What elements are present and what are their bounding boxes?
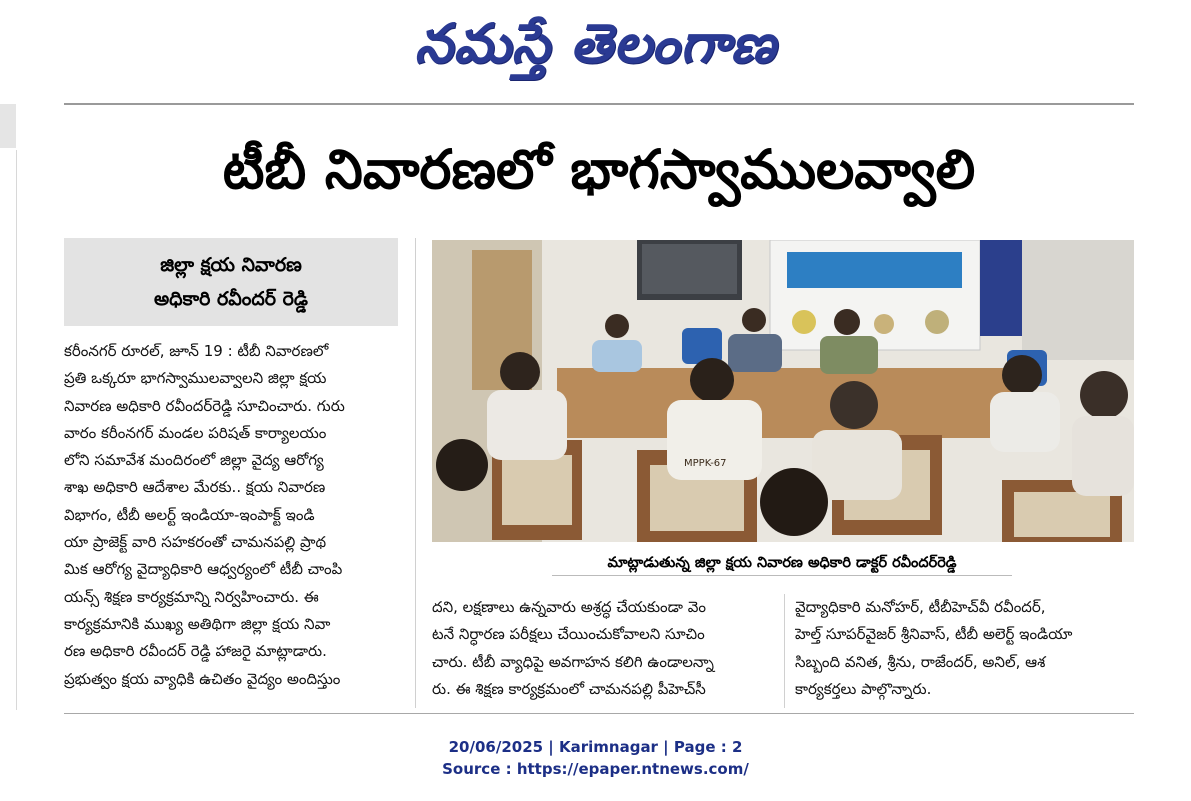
- column-1-line: లోని సమావేశ మందిరంలో జిల్లా వైద్య ఆరోగ్య: [64, 451, 324, 470]
- photo-caption: మాట్లాడుతున్న జిల్లా క్షయ నివారణ అధికారి డాక్టర్ రవీందర్‌రెడ్డి: [552, 550, 1012, 576]
- column-1-line: వారం కరీంనగర్ మండల పరిషత్ కార్యాలయం: [64, 423, 327, 442]
- column-3-line: వైద్యాధికారి మనోహర్, టీబీహెచ్‌వీ రవీందర్,: [795, 598, 1046, 616]
- column-2-line: చారు. టీబీ వ్యాధిపై అవగాహన కలిగి ఉండాలన్నా: [432, 652, 714, 671]
- article-bottom-rule: [64, 713, 1134, 714]
- article-column-3: [795, 594, 1135, 703]
- article-column-2: [432, 594, 772, 703]
- subhead-line-1: జిల్లా క్షయ నివారణ: [160, 254, 302, 276]
- headline-top-rule: [64, 103, 1134, 105]
- column-1-line: నివారణ అధికారి రవీందర్‌రెడ్డి సూచించారు. గురు: [64, 396, 345, 415]
- article-subhead: [64, 238, 398, 326]
- column-2-line: టనే నిర్ధారణ పరీక్షలు చేయించుకోవాలని సూచిం: [432, 625, 705, 644]
- column-1-line: యా ప్రాజెక్ట్ వారి సహకరంతో చామనపల్లి ప్రాథ: [64, 533, 327, 552]
- column-1-line: యన్స్ శిక్షణ కార్యక్రమాన్ని నిర్వహించారు. ఈ: [64, 587, 319, 606]
- article-headline: టీబీ నివారణలో భాగస్వాములవ్వాలి: [222, 138, 976, 201]
- column-1-line: కార్యక్రమానికి ముఖ్య అతిథిగా జిల్లా క్షయ నివా: [64, 614, 331, 633]
- subhead-line-2: అధికారి రవీందర్ రెడ్డి: [153, 288, 308, 310]
- column-1-line: ప్రతి ఒక్కరూ భాగస్వాములవ్వాలని జిల్లా క్షయ: [64, 369, 327, 388]
- column-2-line: రు. ఈ శిక్షణ కార్యక్రమంలో చామనపల్లి పీహెచ్‌సీ: [432, 679, 706, 698]
- column-3-line: కార్యకర్తలు పాల్గొన్నారు.: [795, 679, 932, 698]
- column-divider: [415, 238, 416, 708]
- column-1-line: రణ అధికారి రవీందర్ రెడ్డి హాజరై మాట్లాడారు.: [64, 642, 327, 661]
- newspaper-logo: నమస్తే తెలంగాణ: [414, 11, 777, 75]
- page-edge-line: [16, 150, 17, 710]
- column-1-line: విభాగం, టీబీ అలర్ట్ ఇండియా-ఇంపాక్ట్ ఇండి: [64, 505, 315, 524]
- column-1-line: శాఖ అధికారి ఆదేశాల మేరకు.. క్షయ నివారణ: [64, 478, 326, 497]
- column-3-line: హెల్త్ సూపర్‌వైజర్ శ్రీనివాస్, టీబీ అలెర్ట్ ఇండియా: [795, 625, 1073, 644]
- column-1-line: ప్రభుత్వం క్షయ వ్యాధికి ఉచితం వైద్యం అందిస్తుం: [64, 669, 341, 688]
- article-photo: [432, 240, 1134, 542]
- masthead: [0, 0, 1191, 90]
- edition-info: 20/06/2025 | Karimnagar | Page : 2: [448, 738, 743, 756]
- column-1-line: కరీంనగర్ రూరల్, జూన్ 19 : టీబీ నివారణలో: [64, 342, 329, 360]
- column-divider: [784, 594, 785, 708]
- page-footer: [0, 736, 1191, 780]
- page-edge-tab: [0, 104, 16, 148]
- column-1-line: మిక ఆరోగ్య వైద్యాధికారి ఆధ్వర్యంలో టీబీ చాంపి: [64, 560, 343, 579]
- meeting-photo-illustration: [432, 240, 1134, 542]
- column-3-line: సిబ్బంది వనిత, శ్రీను, రాజేందర్, అనిల్, ఆశ: [795, 652, 1046, 671]
- article-column-1: [64, 338, 398, 693]
- source-link[interactable]: Source : https://epaper.ntnews.com/: [442, 760, 749, 778]
- chair-label: MPPK-67: [684, 458, 727, 469]
- column-2-line: దని, లక్షణాలు ఉన్నవారు అశ్రద్ధ చేయకుండా వెం: [432, 598, 706, 616]
